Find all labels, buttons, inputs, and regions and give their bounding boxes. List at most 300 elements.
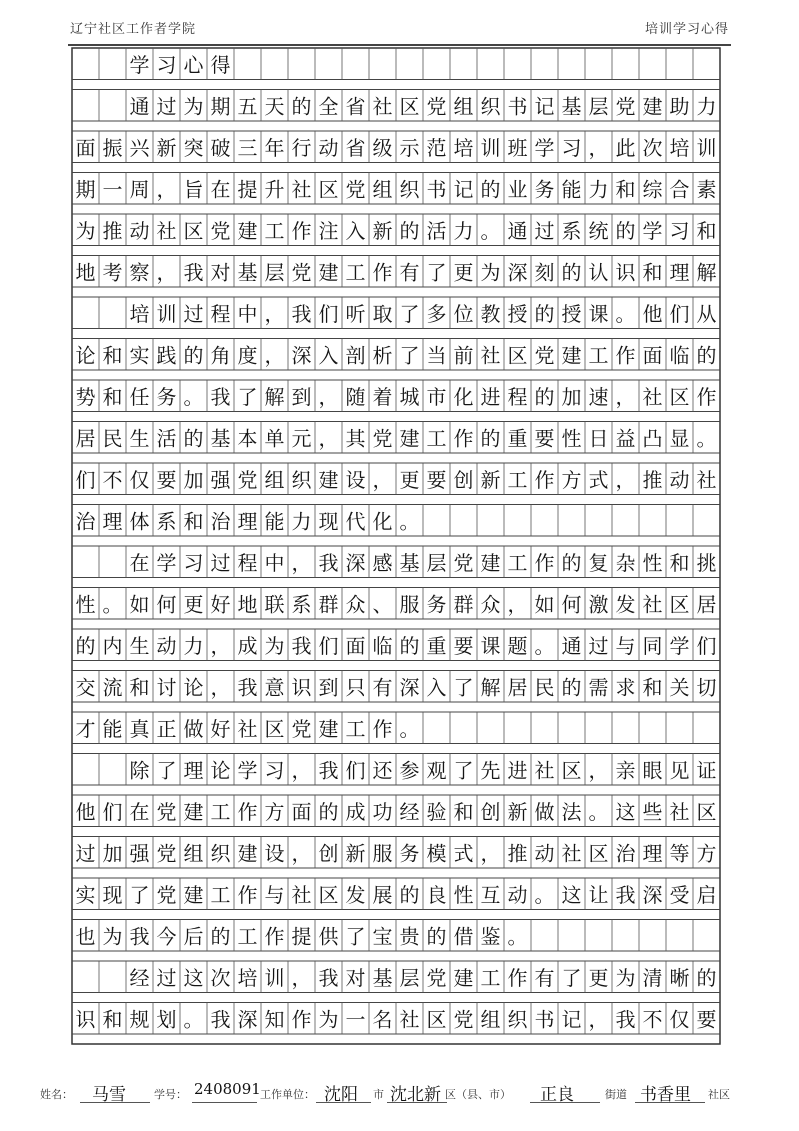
essay-char: 良 [426, 882, 447, 907]
essay-char: 过 [75, 841, 96, 866]
essay-char: 工 [210, 882, 231, 907]
essay-char: 学 [237, 758, 258, 783]
essay-char: 我 [210, 1007, 231, 1032]
essay-char: 。 [183, 384, 204, 409]
essay-char: 发 [345, 882, 366, 907]
essay-char: 如 [129, 592, 150, 617]
essay-char: 性 [453, 882, 474, 907]
city-value: 沈阳 [324, 1085, 358, 1105]
essay-char: 层 [264, 260, 285, 285]
essay-char: 助 [669, 94, 690, 119]
name-label: 姓名： [40, 1088, 73, 1101]
essay-char: 新 [480, 467, 501, 492]
essay-char: 名 [372, 1007, 393, 1032]
header-institute-title: 辽宁社区工作者学院 [70, 22, 197, 37]
essay-char: 学 [669, 633, 690, 658]
essay-char: 为 [75, 218, 96, 243]
essay-char: 区 [183, 218, 204, 243]
essay-char: 法 [561, 799, 582, 824]
essay-char: 天 [264, 94, 285, 119]
essay-char: 动 [318, 135, 339, 160]
essay-char: ， [480, 841, 501, 866]
essay-char: 本 [237, 426, 258, 451]
essay-char: 党 [372, 426, 393, 451]
essay-char: 设 [345, 467, 366, 492]
essay-char: 党 [156, 799, 177, 824]
essay-char: 的 [615, 218, 636, 243]
essay-char: ， [264, 343, 285, 368]
essay-char: 的 [75, 633, 96, 658]
essay-char: 作 [534, 550, 555, 575]
essay-char: 课 [588, 301, 609, 326]
essay-char: 务 [399, 841, 420, 866]
essay-char: 我 [129, 924, 150, 949]
essay-char: 验 [426, 799, 447, 824]
essay-char: 。 [399, 716, 420, 741]
essay-char: 区 [426, 1007, 447, 1032]
essay-char: 多 [426, 301, 447, 326]
essay-char: 让 [588, 882, 609, 907]
essay-char: 党 [534, 343, 555, 368]
essay-char: 后 [183, 924, 204, 949]
essay-char: 学 [156, 550, 177, 575]
essay-char: 位 [453, 301, 474, 326]
essay-char: 群 [453, 592, 474, 617]
essay-char: 从 [696, 301, 717, 326]
essay-char: 居 [507, 675, 528, 700]
essay-char: 入 [345, 218, 366, 243]
essay-char: 党 [345, 177, 366, 202]
essay-char: 居 [696, 592, 717, 617]
essay-char: 业 [507, 177, 528, 202]
essay-char: 系 [156, 509, 177, 534]
essay-char: 经 [399, 799, 420, 824]
essay-char: 发 [615, 592, 636, 617]
essay-char: 兴 [129, 135, 150, 160]
essay-char: 社 [156, 218, 177, 243]
essay-char: 面 [642, 343, 663, 368]
essay-char: 面 [345, 633, 366, 658]
essay-char: 识 [291, 675, 312, 700]
essay-char: 作 [615, 343, 636, 368]
essay-char: 的 [534, 384, 555, 409]
essay-char: 等 [669, 841, 690, 866]
street-suffix: 街道 [605, 1088, 627, 1101]
essay-char: 生 [129, 633, 150, 658]
essay-char: 这 [615, 799, 636, 824]
essay-char: 了 [345, 924, 366, 949]
essay-char: 做 [183, 716, 204, 741]
essay-char: 有 [372, 675, 393, 700]
essay-char: 知 [264, 1007, 285, 1032]
essay-char: 何 [156, 592, 177, 617]
essay-char: 社 [291, 882, 312, 907]
footer-info [40, 1078, 759, 1108]
essay-char: 了 [453, 675, 474, 700]
essay-char: 推 [507, 841, 528, 866]
essay-char: 中 [264, 550, 285, 575]
essay-char: 和 [642, 260, 663, 285]
essay-char: 程 [507, 384, 528, 409]
essay-char: 践 [156, 343, 177, 368]
essay-char: 他 [642, 301, 663, 326]
essay-char: 通 [507, 218, 528, 243]
essay-char: 凸 [642, 426, 663, 451]
essay-char: 加 [183, 467, 204, 492]
essay-char: 的 [291, 94, 312, 119]
essay-char: 社 [291, 177, 312, 202]
essay-char: 生 [129, 426, 150, 451]
essay-char: 新 [345, 841, 366, 866]
essay-char: 和 [129, 675, 150, 700]
essay-char: 何 [561, 592, 582, 617]
essay-char: 工 [237, 924, 258, 949]
essay-char: 力 [291, 509, 312, 534]
essay-char: 速 [588, 384, 609, 409]
essay-char: 组 [264, 467, 285, 492]
essay-char: 和 [102, 1007, 123, 1032]
essay-char: 培 [453, 135, 474, 160]
essay-char: 作 [237, 799, 258, 824]
essay-char: 性 [75, 592, 96, 617]
essay-char: 我 [615, 882, 636, 907]
essay-char: 划 [156, 1007, 177, 1032]
essay-char: ， [210, 633, 231, 658]
essay-char: 对 [210, 260, 231, 285]
essay-char: 中 [237, 301, 258, 326]
essay-char: 级 [372, 135, 393, 160]
essay-char: 借 [453, 924, 474, 949]
essay-char: 党 [291, 716, 312, 741]
essay-char: 工 [588, 343, 609, 368]
essay-char: 升 [264, 177, 285, 202]
essay-char: 晰 [669, 965, 690, 990]
essay-char: 作 [237, 882, 258, 907]
essay-char: 工 [345, 260, 366, 285]
essay-char: ， [318, 384, 339, 409]
essay-char: 理 [642, 841, 663, 866]
essay-char: 过 [534, 218, 555, 243]
essay-char: 们 [318, 301, 339, 326]
essay-char: 作 [696, 384, 717, 409]
essay-char: 重 [507, 426, 528, 451]
essay-char: 们 [669, 301, 690, 326]
essay-char: 区 [561, 758, 582, 783]
essay-char: 能 [561, 177, 582, 202]
essay-char: 过 [588, 633, 609, 658]
essay-char: 通 [129, 94, 150, 119]
essay-char: 着 [372, 384, 393, 409]
essay-char: 区 [264, 716, 285, 741]
essay-char: 和 [669, 550, 690, 575]
essay-char: ， [291, 758, 312, 783]
essay-char: 注 [318, 218, 339, 243]
essay-char: 服 [372, 841, 393, 866]
essay-char: 系 [561, 218, 582, 243]
essay-char: 更 [399, 467, 420, 492]
essay-char: 教 [480, 301, 501, 326]
essay-char: 意 [264, 675, 285, 700]
essay-char: 实 [129, 343, 150, 368]
essay-char: 创 [318, 841, 339, 866]
essay-char: 得 [210, 52, 231, 77]
essay-char: 习 [561, 135, 582, 160]
essay-char: 启 [696, 882, 717, 907]
essay-char: 一 [102, 177, 123, 202]
essay-char: 建 [318, 467, 339, 492]
essay-char: 建 [561, 343, 582, 368]
essay-char: 班 [507, 135, 528, 160]
essay-char: 市 [426, 384, 447, 409]
essay-char: 学 [129, 52, 150, 77]
essay-char: 学 [534, 135, 555, 160]
essay-char: 记 [534, 94, 555, 119]
essay-char: 进 [480, 384, 501, 409]
essay-char: 新 [507, 799, 528, 824]
essay-char: 更 [183, 592, 204, 617]
essay-char: 的 [534, 301, 555, 326]
essay-char: 化 [372, 509, 393, 534]
essay-char: 的 [696, 343, 717, 368]
essay-char: 在 [129, 799, 150, 824]
essay-char: 论 [183, 675, 204, 700]
essay-char: 代 [345, 509, 366, 534]
essay-char: 突 [183, 135, 204, 160]
essay-char: 作 [453, 426, 474, 451]
essay-char: 党 [237, 467, 258, 492]
essay-char: 好 [210, 716, 231, 741]
essay-char: 识 [75, 1007, 96, 1032]
essay-char: 力 [183, 633, 204, 658]
essay-char: 也 [75, 924, 96, 949]
essay-char: 为 [318, 1007, 339, 1032]
essay-char: 工 [264, 218, 285, 243]
essay-char: ， [318, 426, 339, 451]
essay-char: 的 [183, 343, 204, 368]
essay-char: 基 [399, 550, 420, 575]
essay-char: 加 [102, 841, 123, 866]
essay-char: 入 [318, 343, 339, 368]
essay-char: 深 [237, 1007, 258, 1032]
essay-char: 为 [480, 260, 501, 285]
essay-char: 重 [426, 633, 447, 658]
student-id-underline [192, 1102, 257, 1103]
essay-char: 到 [291, 384, 312, 409]
essay-char: 和 [183, 509, 204, 534]
essay-char: 层 [426, 550, 447, 575]
essay-char: 区 [588, 841, 609, 866]
essay-char: 强 [129, 841, 150, 866]
essay-char: 深 [291, 343, 312, 368]
essay-char: 日 [588, 426, 609, 451]
essay-char: 挑 [696, 550, 717, 575]
essay-char: 成 [237, 633, 258, 658]
essay-char: 我 [237, 675, 258, 700]
essay-char: 互 [480, 882, 501, 907]
essay-char: 期 [75, 177, 96, 202]
essay-char: 习 [183, 550, 204, 575]
essay-char: 要 [453, 633, 474, 658]
essay-char: 联 [264, 592, 285, 617]
city-suffix: 市 [373, 1088, 384, 1101]
essay-char: 了 [156, 758, 177, 783]
essay-char: ， [291, 965, 312, 990]
essay-char: 层 [399, 965, 420, 990]
essay-char: 社 [669, 799, 690, 824]
essay-char: 与 [615, 633, 636, 658]
essay-char: 培 [237, 965, 258, 990]
essay-char: 入 [426, 675, 447, 700]
essay-char: 课 [480, 633, 501, 658]
essay-char: 全 [318, 94, 339, 119]
essay-char: 我 [291, 301, 312, 326]
essay-char: 好 [210, 592, 231, 617]
essay-char: 解 [480, 675, 501, 700]
essay-char: 了 [399, 301, 420, 326]
essay-char: 作 [507, 965, 528, 990]
essay-char: 这 [183, 965, 204, 990]
header-document-title: 培训学习心得 [644, 22, 729, 37]
essay-char: 我 [318, 965, 339, 990]
essay-char: 和 [642, 675, 663, 700]
essay-char: 织 [399, 177, 420, 202]
essay-char: 提 [291, 924, 312, 949]
essay-char: 。 [588, 799, 609, 824]
essay-char: 为 [102, 924, 123, 949]
essay-char: 题 [507, 633, 528, 658]
essay-char: 激 [588, 592, 609, 617]
essay-char: 创 [480, 799, 501, 824]
essay-char: 作 [264, 924, 285, 949]
essay-char: 民 [534, 675, 555, 700]
essay-char: 益 [615, 426, 636, 451]
essay-char: 了 [399, 343, 420, 368]
essay-char: 过 [210, 550, 231, 575]
essay-char: 五 [237, 94, 258, 119]
essay-char: 观 [426, 758, 447, 783]
essay-char: 党 [156, 882, 177, 907]
essay-char: 真 [129, 716, 150, 741]
essay-char: 要 [426, 467, 447, 492]
essay-char: 为 [183, 94, 204, 119]
essay-char: 层 [588, 94, 609, 119]
essay-char: 剖 [345, 343, 366, 368]
essay-char: 贵 [399, 924, 420, 949]
essay-char: ， [291, 841, 312, 866]
essay-char: 见 [669, 758, 690, 783]
essay-char: 破 [210, 135, 231, 160]
essay-char: 当 [426, 343, 447, 368]
grid-svg [71, 47, 721, 1045]
essay-char: 。 [615, 301, 636, 326]
essay-char: 新 [372, 218, 393, 243]
essay-char: 力 [453, 218, 474, 243]
essay-char: 训 [480, 135, 501, 160]
essay-char: 作 [291, 218, 312, 243]
essay-char: 。 [534, 633, 555, 658]
essay-char: 务 [426, 592, 447, 617]
essay-char: 如 [534, 592, 555, 617]
essay-char: 性 [642, 550, 663, 575]
essay-char: 基 [237, 260, 258, 285]
essay-char: 统 [588, 218, 609, 243]
essay-char: 才 [75, 716, 96, 741]
essay-char: 们 [75, 467, 96, 492]
essay-char: 切 [696, 675, 717, 700]
essay-char: 。 [102, 592, 123, 617]
essay-char: 基 [210, 426, 231, 451]
essay-char: 论 [210, 758, 231, 783]
essay-char: 眼 [642, 758, 663, 783]
essay-char: 治 [75, 509, 96, 534]
essay-char: 工 [507, 550, 528, 575]
essay-char: 书 [534, 1007, 555, 1032]
name-value: 马雪 [92, 1085, 126, 1105]
essay-char: 模 [426, 841, 447, 866]
essay-char: ， [588, 758, 609, 783]
essay-char: 建 [183, 799, 204, 824]
essay-char: ， [372, 467, 393, 492]
essay-char: ， [210, 675, 231, 700]
essay-char: 的 [480, 177, 501, 202]
essay-char: 建 [183, 882, 204, 907]
essay-char: 解 [696, 260, 717, 285]
essay-char: 的 [183, 426, 204, 451]
essay-char: ， [588, 135, 609, 160]
essay-char: 推 [102, 218, 123, 243]
essay-char: 组 [453, 94, 474, 119]
essay-char: 建 [453, 965, 474, 990]
essay-char: 识 [615, 260, 636, 285]
essay-char: 素 [696, 177, 717, 202]
essay-char: 与 [264, 882, 285, 907]
essay-char: 社 [480, 343, 501, 368]
essay-char: 社 [642, 384, 663, 409]
essay-char: 还 [372, 758, 393, 783]
essay-char: 织 [210, 841, 231, 866]
essay-char: 动 [534, 841, 555, 866]
essay-char: 众 [480, 592, 501, 617]
essay-char: 建 [399, 426, 420, 451]
essay-char: 训 [696, 135, 717, 160]
essay-char: 动 [156, 633, 177, 658]
essay-char: 的 [696, 965, 717, 990]
essay-char: 显 [669, 426, 690, 451]
essay-char: 的 [561, 260, 582, 285]
essay-char: 论 [75, 343, 96, 368]
essay-char: 。 [696, 426, 717, 451]
essay-char: 只 [345, 675, 366, 700]
essay-char: 一 [345, 1007, 366, 1032]
essay-char: 期 [210, 94, 231, 119]
essay-char: 活 [426, 218, 447, 243]
essay-char: 感 [372, 550, 393, 575]
essay-char: 现 [318, 509, 339, 534]
essay-char: 刻 [534, 260, 555, 285]
student-id-value: 2408091 [194, 1080, 261, 1098]
essay-char: 参 [399, 758, 420, 783]
essay-char: 方 [696, 841, 717, 866]
essay-char: 作 [372, 260, 393, 285]
essay-char: 织 [480, 94, 501, 119]
essay-char: 前 [453, 343, 474, 368]
essay-char: 的 [399, 633, 420, 658]
essay-char: 学 [642, 218, 663, 243]
essay-char: 们 [345, 758, 366, 783]
essay-char: 正 [156, 716, 177, 741]
header-divider [68, 44, 731, 46]
essay-char: 心 [183, 52, 204, 77]
